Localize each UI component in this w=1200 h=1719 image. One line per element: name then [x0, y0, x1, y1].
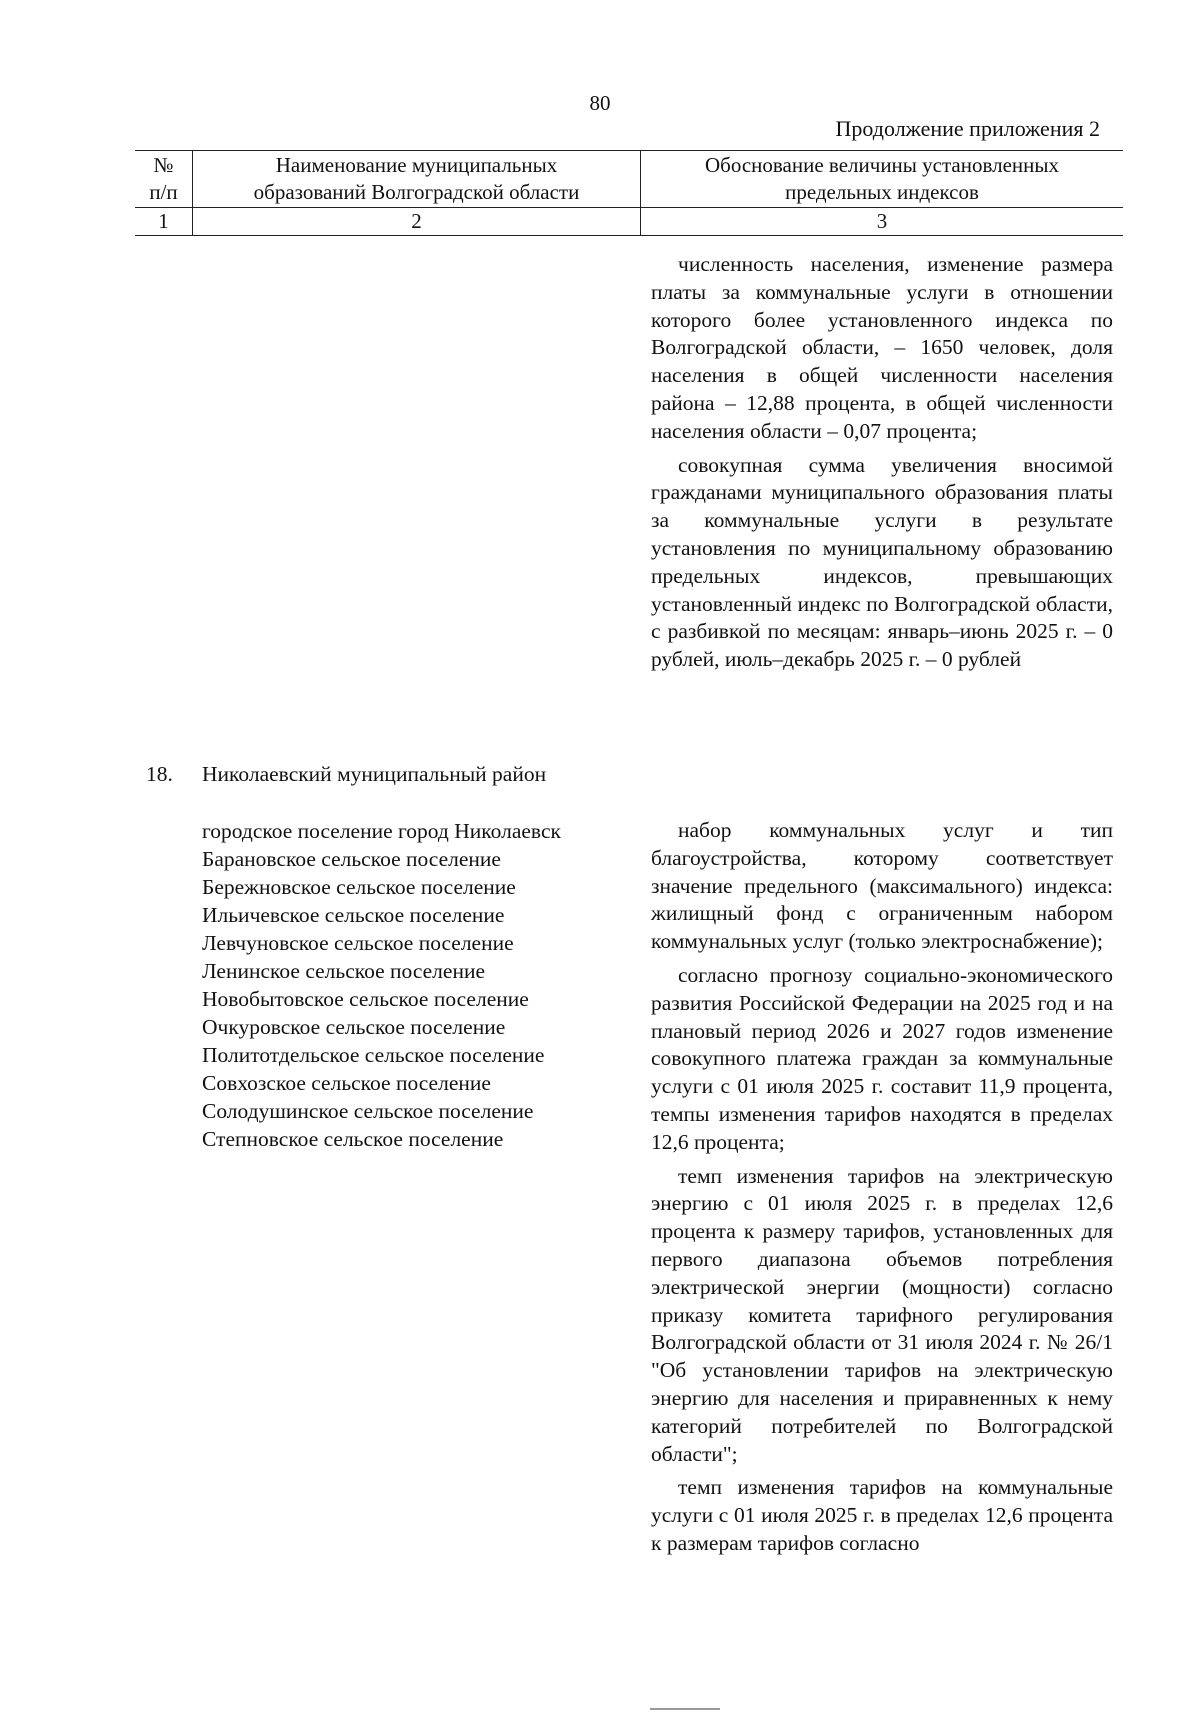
header-top-rule: [135, 150, 1123, 151]
page-number: 80: [589, 91, 611, 115]
settlement-item: Солодушинское сельское поселение: [202, 1099, 534, 1123]
continuation-paragraph: совокупная сумма увеличения вносимой гражданами муниципального образования платы за коммунальные услуги в результате установления по муниципальному образованию предельных индексов, превышающих установленный индекс по Волгоградской области, с разбивкой по месяцам: январь–июнь 2025 г. – 0 рублей, июль–декабрь 2025 г. – 0 рублей: [651, 452, 1113, 672]
settlement-item: Левчуновское сельское поселение: [202, 931, 514, 955]
settlement-item: Совхозское сельское поселение: [202, 1071, 491, 1095]
bottom-scan-mark: [650, 1708, 720, 1710]
continuation-justification: [651, 251, 1113, 674]
item-justification: [651, 817, 1113, 1558]
settlement-item: Степновское сельское поселение: [202, 1127, 504, 1151]
settlement-item: Ильичевское сельское поселение: [202, 903, 505, 927]
header-col-justification-line1: Обоснование величины установленных: [704, 153, 1059, 177]
column-number-2: 2: [411, 209, 422, 233]
justification-paragraph: темп изменения тарифов на электрическую энергию с 01 июля 2025 г. в пределах 12,6 процента к размеру тарифов, установленных для первого диапазона объемов потребления электрической энергии (мощности) согласно приказу комитета тарифного регулирования Волгоградской области от 31 июля 2024 г. № 26/1 "Об установлении тарифов на электрическую энергию для населения и приравненных к нему категорий потребителей по Волгоградской области";: [651, 1163, 1113, 1466]
header-col-justification: [641, 152, 1123, 206]
header-col-name-line2: образований Волгоградской области: [253, 180, 580, 204]
header-col-number-line2: п/п: [149, 180, 178, 204]
header-col-justification-line2: предельных индексов: [785, 180, 979, 204]
header-col-number: [135, 152, 192, 206]
header-col-name: [193, 152, 640, 206]
settlement-item: городское поселение город Николаевск: [202, 819, 561, 843]
header-col-number-line1: №: [153, 153, 174, 177]
item-title: Николаевский муниципальный район: [202, 762, 547, 786]
justification-paragraph: набор коммунальных услуг и тип благоустройства, которому соответствует значение предельного (максимального) индекса: жилищный фонд с ограниченным набором коммунальных услуг (только электроснабжение);: [651, 818, 1113, 954]
justification-paragraph: согласно прогнозу социально-экономического развития Российской Федерации на 2025 год и на плановый период 2026 и 2027 годов изменение совокупного платежа граждан за коммунальные услуги с 01 июля 2025 г. составит 11,9 процента, темпы изменения тарифов находятся в пределах 12,6 процента;: [651, 962, 1113, 1154]
appendix-note: Продолжение приложения 2: [835, 116, 1100, 141]
settlement-item: Новобытовское сельское поселение: [202, 987, 529, 1011]
settlement-item: Ленинское сельское поселение: [202, 959, 485, 983]
justification-paragraph: темп изменения тарифов на коммунальные услуги с 01 июля 2025 г. в пределах 12,6 процента к размерам тарифов согласно: [651, 1475, 1113, 1555]
header-bottom-rule: [135, 235, 1123, 236]
settlement-item: Бережновское сельское поселение: [202, 875, 516, 899]
settlement-item: Барановское сельское поселение: [202, 847, 501, 871]
settlement-item: Очкуровское сельское поселение: [202, 1015, 506, 1039]
column-number-3: 3: [876, 209, 888, 233]
header-col-name-line1: Наименование муниципальных: [275, 153, 558, 177]
settlement-list: [202, 817, 642, 1153]
settlement-item: Политотдельское сельское поселение: [202, 1043, 545, 1067]
continuation-paragraph: численность населения, изменение размера платы за коммунальные услуги в отношении которого более установленного индекса по Волгоградской области, – 1650 человек, доля населения в общей численности населения района – 12,88 процента, в общей численности населения области – 0,07 процента;: [651, 252, 1113, 443]
column-number-1: 1: [158, 209, 169, 233]
header-mid-rule: [135, 207, 1123, 208]
item-number: 18.: [146, 762, 173, 786]
